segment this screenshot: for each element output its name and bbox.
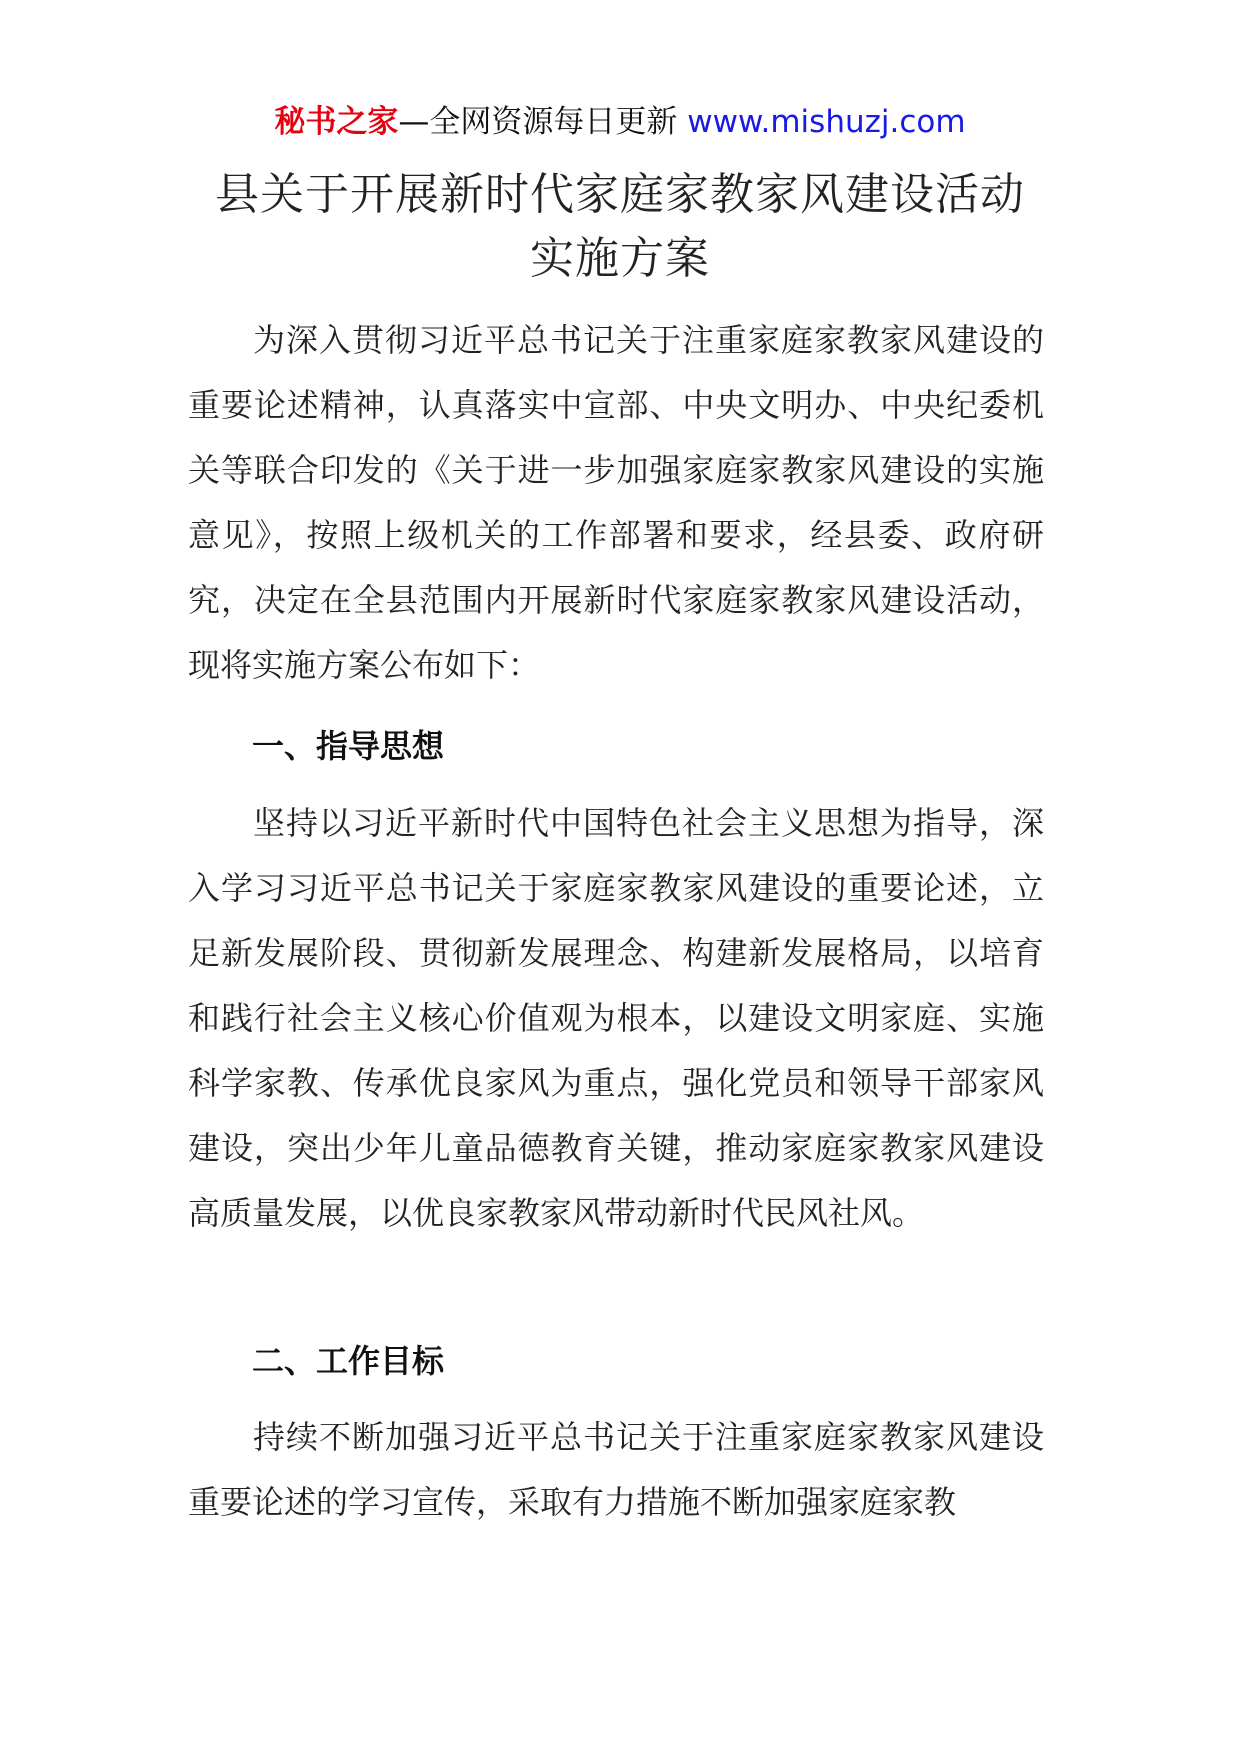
section-heading-work-goals: 二、工作目标 [252,1342,445,1380]
section-paragraph-text: 坚持以习近平新时代中国特色社会主义思想为指导，深入学习习近平总书记关于家庭家教家风建设的重要论述，立足新发展阶段、贯彻新发展理念、构建新发展格局，以培育和践行社会主义核心价值观为根本，以建设文明家庭、实施科学家教、传承优良家风为重点，强化党员和领导干部家风建设，突出少年儿童品德教育关键，推动家庭家教家风建设高质量发展，以优良家教家风带动新时代民风社风。 [188,804,1044,1232]
section-heading-guiding-ideology: 一、指导思想 [252,727,445,765]
document-title [150,163,1090,291]
banner-slogan: —全网资源每日更新 [398,104,678,140]
section-paragraph-guiding-ideology [188,791,1044,1246]
header-banner [0,100,1240,144]
title-line-1: 县关于开展新时代家庭家教家风建设活动 [215,169,1025,220]
brand-name: 秘书之家 [274,104,399,140]
intro-paragraph-text: 为深入贯彻习近平总书记关于注重家庭家教家风建设的重要论述精神，认真落实中宣部、中央文明办、中央纪委机关等联合印发的《关于进一步加强家庭家教家风建设的实施意见》，按照上级机关的工作部署和要求，经县委、政府研究，决定在全县范围内开展新时代家庭家教家风建设活动，现将实施方案公布如下： [188,321,1044,684]
website-link[interactable]: www.mishuzj.com [687,104,966,140]
section-paragraph-work-goals [188,1405,1044,1535]
title-line-2: 实施方案 [530,233,710,284]
section-paragraph-text: 持续不断加强习近平总书记关于注重家庭家教家风建设重要论述的学习宣传，采取有力措施不断加强家庭家教 [188,1418,1044,1521]
intro-paragraph [188,308,1044,698]
